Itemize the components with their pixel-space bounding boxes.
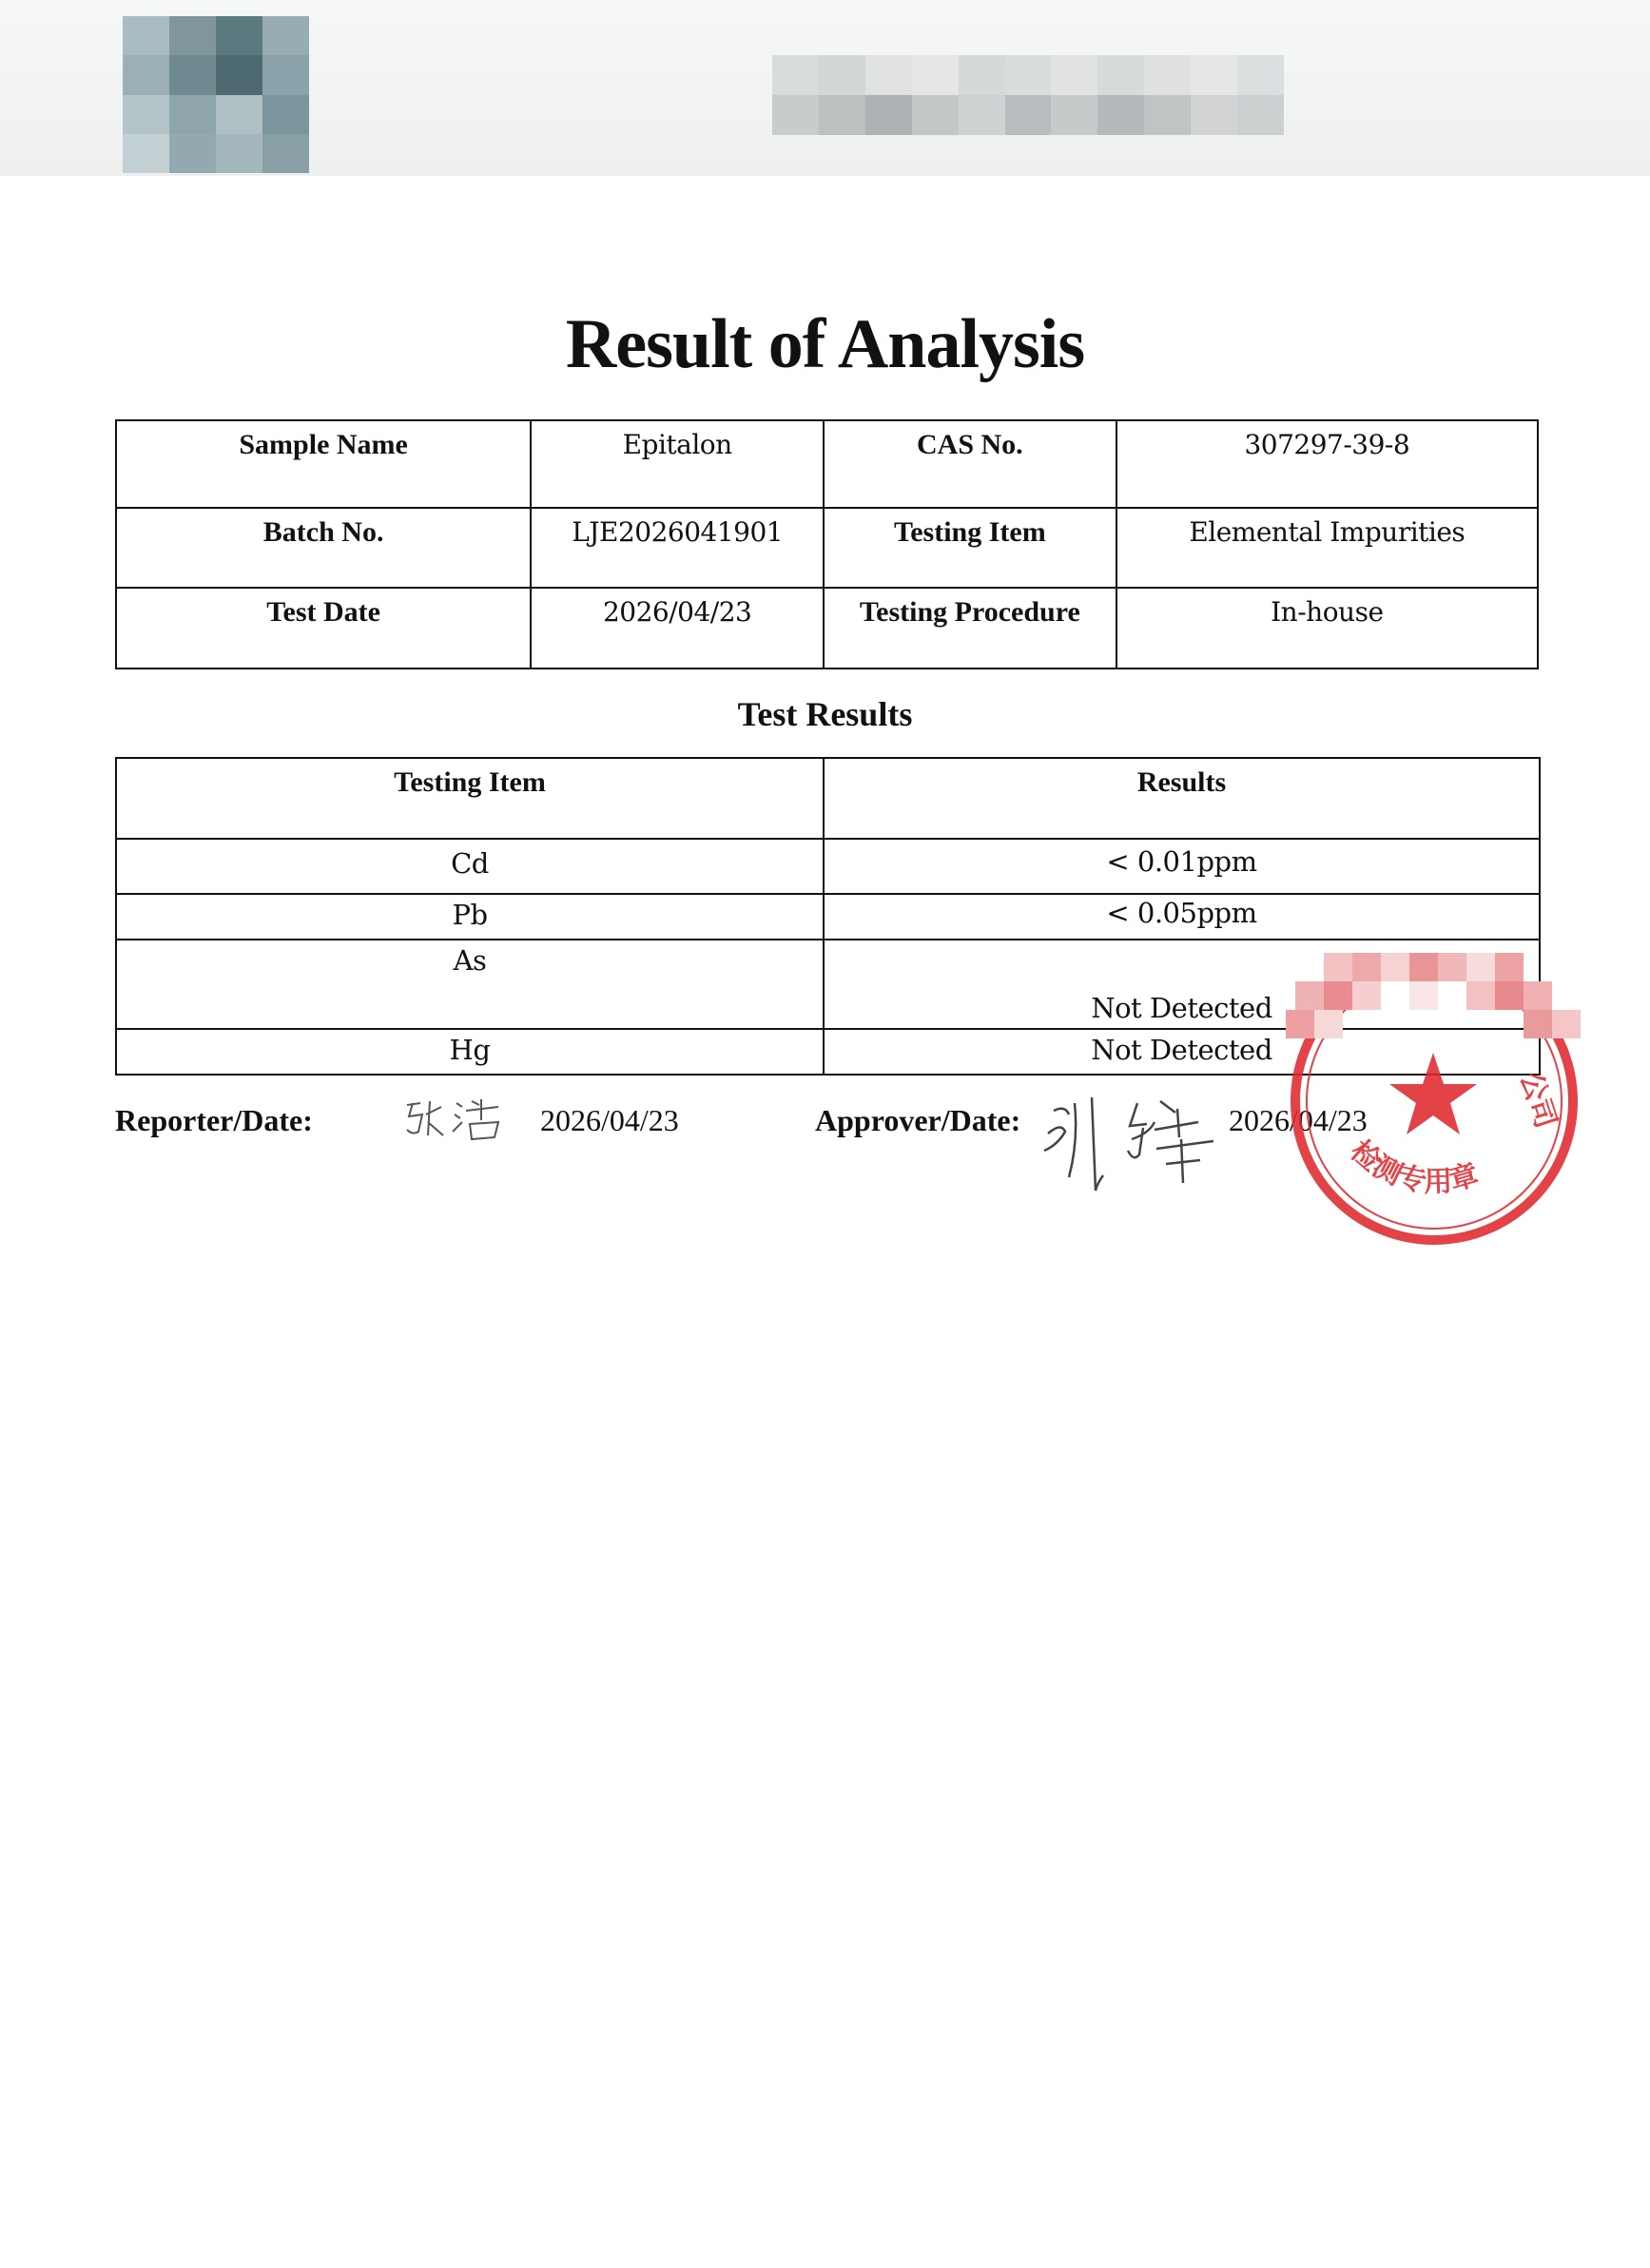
info-row <box>116 508 1538 588</box>
reporter-label: Reporter/Date: <box>115 1103 313 1137</box>
testing-item-label: Testing Item <box>824 508 1116 588</box>
document-title: Result of Analysis <box>565 305 1085 383</box>
svg-text:检测专用章 <box>1344 1134 1483 1199</box>
approver-date: 2026/04/23 <box>1229 1103 1368 1137</box>
reporter-date: 2026/04/23 <box>540 1103 679 1137</box>
cas-no-label: CAS No. <box>824 420 1116 508</box>
result-item-hg: Hg <box>116 1029 824 1075</box>
result-value-as: Not Detected <box>824 940 1540 1029</box>
seal-company-text: 公司 <box>1513 1067 1563 1133</box>
header-band <box>0 0 1650 176</box>
test-date-label: Test Date <box>116 588 531 669</box>
result-value-pb: < 0.05ppm <box>824 894 1540 940</box>
test-date-value: 2026/04/23 <box>531 588 824 669</box>
cas-no-value: 307297-39-8 <box>1116 420 1538 508</box>
results-header-row <box>116 758 1540 839</box>
approver-label: Approver/Date: <box>815 1103 1021 1137</box>
approver-signature <box>1037 1084 1246 1208</box>
sample-name-label: Sample Name <box>116 420 531 508</box>
reporter-signature <box>399 1094 514 1151</box>
company-logo <box>123 16 309 173</box>
table-row <box>116 839 1540 894</box>
official-seal-stamp <box>1286 953 1582 1250</box>
info-row <box>116 588 1538 669</box>
approver-row <box>815 1103 1020 1138</box>
testing-item-value: Elemental Impurities <box>1116 508 1538 588</box>
seal-text: 检测专用章 <box>1344 1134 1483 1200</box>
test-results-heading: Test Results <box>737 695 913 733</box>
result-value-cd: < 0.01ppm <box>824 839 1540 894</box>
result-item-as: As <box>116 940 824 1029</box>
result-value-hg: Not Detected <box>824 1029 1540 1075</box>
testing-procedure-label: Testing Procedure <box>824 588 1116 669</box>
result-item-cd: Cd <box>116 839 824 894</box>
batch-no-label: Batch No. <box>116 508 531 588</box>
info-row <box>116 420 1538 508</box>
result-item-pb: Pb <box>116 894 824 940</box>
sample-info-table <box>115 419 1539 669</box>
table-row <box>116 894 1540 940</box>
sample-name-value: Epitalon <box>531 420 824 508</box>
batch-no-value: LJE2026041901 <box>531 508 824 588</box>
testing-procedure-value: In-house <box>1116 588 1538 669</box>
company-name-blurred <box>772 55 1284 135</box>
reporter-row <box>115 1103 313 1138</box>
results-header: Results <box>824 758 1540 839</box>
testing-item-header: Testing Item <box>116 758 824 839</box>
seal-obscured-region <box>1286 953 1581 1038</box>
